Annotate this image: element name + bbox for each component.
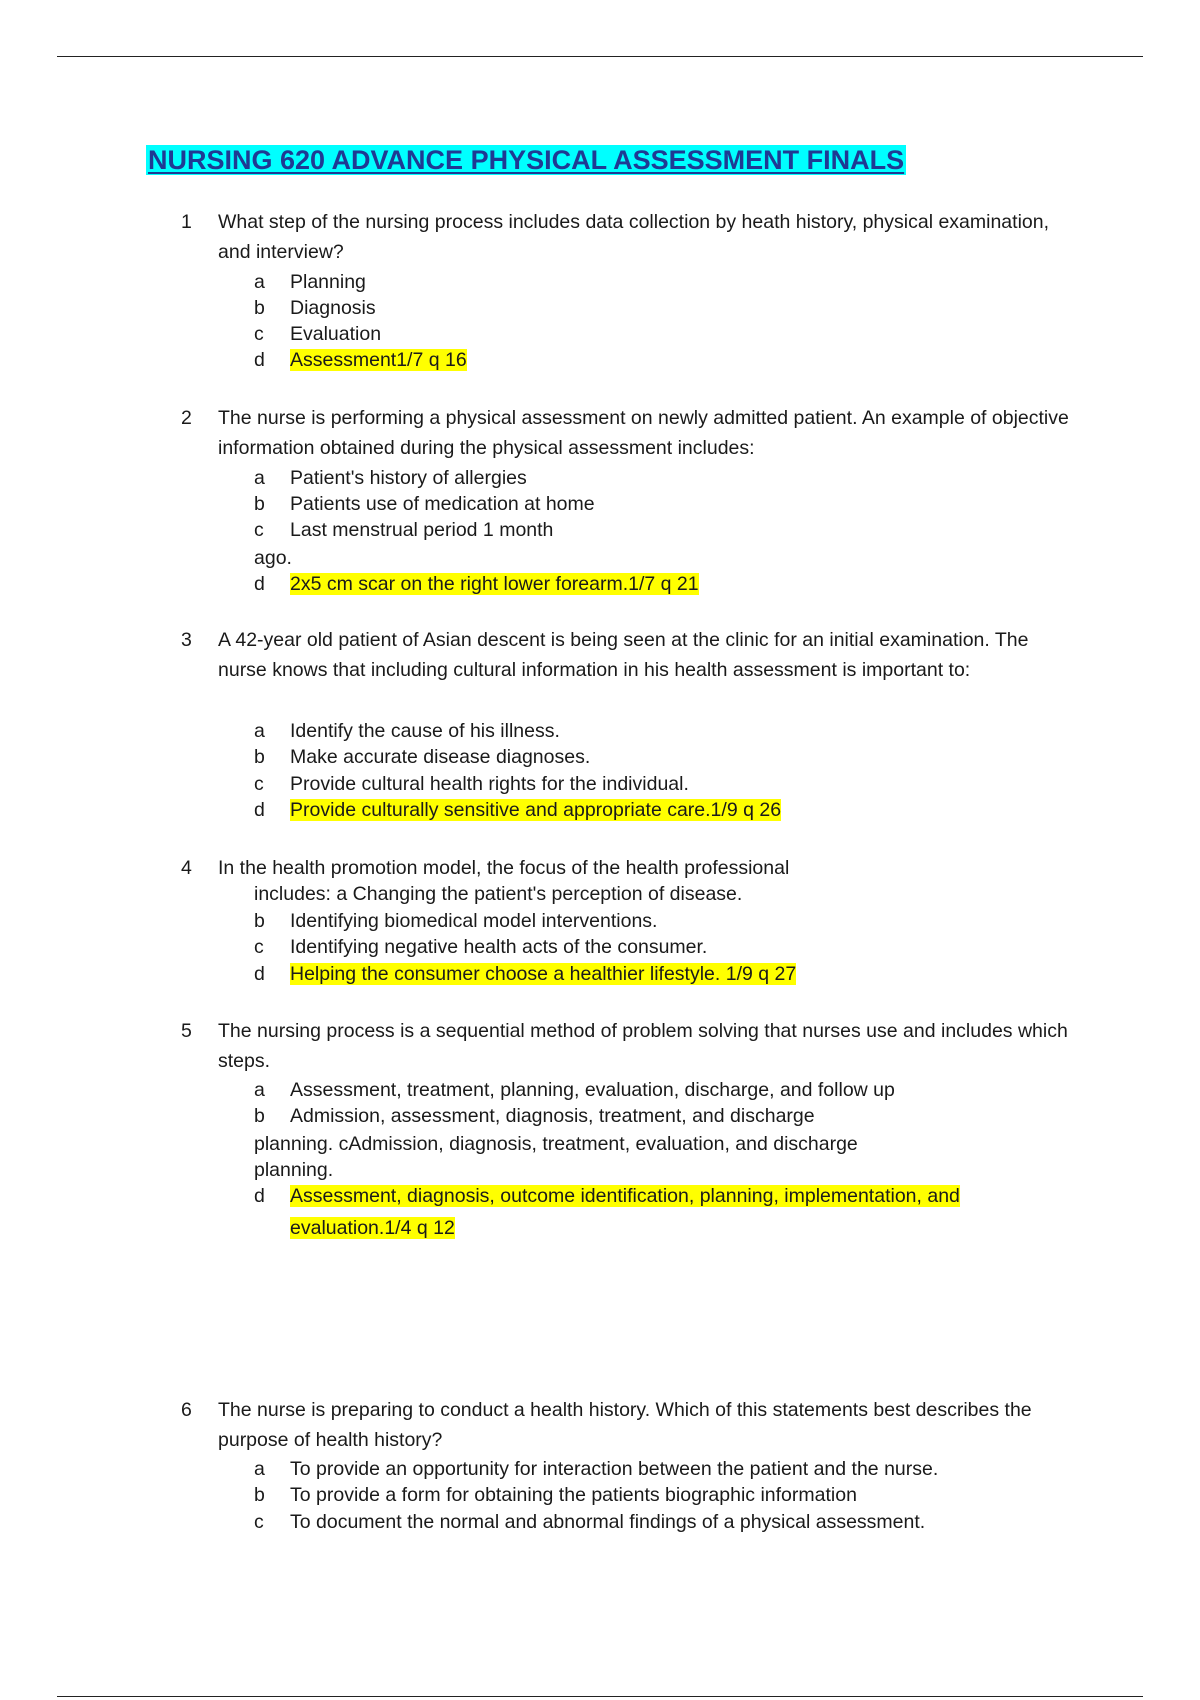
answer-highlight: Assessment1/7 q 16 <box>290 349 467 371</box>
question-text: What step of the nursing process includes data collection by heath history, physical examination, and interview? <box>218 211 1050 263</box>
question-text: In the health promotion model, the focus of the health professional <box>218 857 790 879</box>
option-continuation: ago. <box>254 547 292 569</box>
question-text: The nurse is preparing to conduct a health history. Which of this statements best describes the purpose of health history? <box>218 1399 1032 1451</box>
top-rule <box>57 56 1143 57</box>
question-continuation: includes: a Changing the patient's perception of disease. <box>254 883 743 905</box>
answer-highlight: Helping the consumer choose a healthier lifestyle. 1/9 q 27 <box>290 963 797 985</box>
question-number: 6 <box>181 1399 192 1421</box>
answer-highlight: Provide culturally sensitive and appropriate care.1/9 q 26 <box>290 799 782 821</box>
question-number: 5 <box>181 1020 192 1042</box>
question-number: 4 <box>181 857 192 879</box>
option-continuation: planning. cAdmission, diagnosis, treatment, evaluation, and discharge <box>254 1133 858 1155</box>
answer-highlight: Assessment, diagnosis, outcome identification, planning, implementation, and evaluation.1/4 q 12 <box>290 1185 960 1239</box>
bottom-rule <box>57 1696 1143 1697</box>
question-text: The nursing process is a sequential method of problem solving that nurses use and includes which steps. <box>218 1020 1068 1072</box>
question-number: 2 <box>181 407 192 429</box>
question-number: 1 <box>181 211 192 233</box>
answer-highlight: 2x5 cm scar on the right lower forearm.1/7 q 21 <box>290 573 699 595</box>
option-continuation: planning. <box>254 1159 334 1181</box>
question-text: The nurse is performing a physical assessment on newly admitted patient. An example of objective information obtained during the physical assessment includes: <box>218 407 1069 459</box>
question-text: A 42-year old patient of Asian descent is being seen at the clinic for an initial examination. The nurse knows that including cultural information in his health assessment is important to: <box>218 629 1029 681</box>
question-number: 3 <box>181 629 192 651</box>
page-title: NURSING 620 ADVANCE PHYSICAL ASSESSMENT FINALS <box>148 145 905 175</box>
